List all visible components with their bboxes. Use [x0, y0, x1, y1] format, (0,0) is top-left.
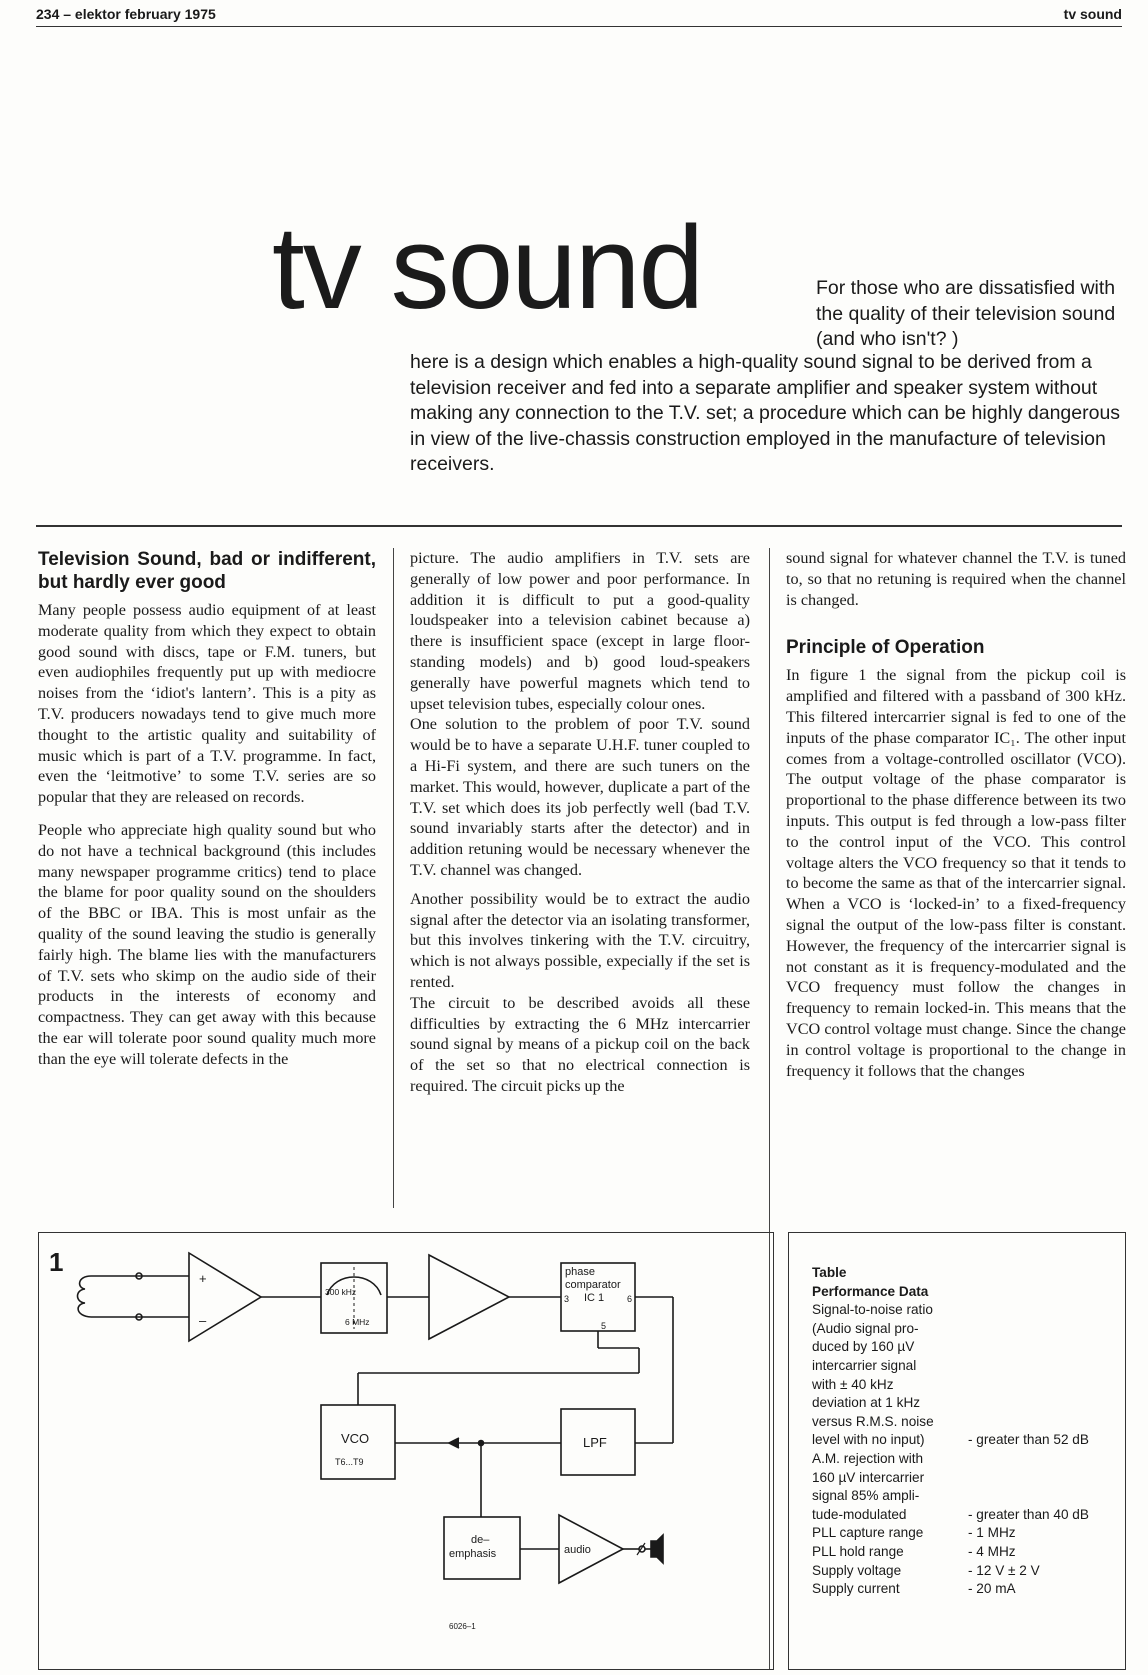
- pickup-coil-icon: [78, 1276, 92, 1317]
- paragraph: sound signal for whatever channel the T.V. is tuned to, so that no retuning is required when the channel is changed.: [786, 549, 1126, 609]
- table-row: [812, 1580, 1112, 1599]
- table-row: [812, 1506, 1112, 1525]
- lpf-label: LPF: [583, 1435, 607, 1450]
- section-heading-television-sound: Television Sound, bad or indifferent, but hardly ever good: [38, 549, 376, 593]
- pin-6-label: 6: [627, 1294, 633, 1304]
- phase-comparator-label-3: IC 1: [584, 1292, 605, 1304]
- paragraph: In figure 1 the signal from the pickup coil is amplified and filtered with a passband of 300 kHz. This filtered intercarrier signal is fed to one of the inputs of the phase comparator IC₁. The other input comes from a voltage-controlled oscillator (VCO). The output voltage of the phase comparator is proportional to the phase difference between its two inputs. This output is fed through a low-pass filter to the control input of the VCO. This control voltage alters the VCO frequency so that it tends to to become the same as that of the intercarrier signal. When a VCO is ‘locked-in’ to a fixed-frequency signal the output of the low-pass filter is constant. However, the frequency of the intercarrier signal is not constant as it is frequency-modulated and the VCO frequency must follow the changes in frequency to remain locked-in. This means that the VCO control voltage must change. Since the change in control voltage is proportional to the change in frequency it follows that the changes: [786, 666, 1126, 1080]
- minus-label: –: [199, 1313, 207, 1328]
- table-value: - 1 MHz: [968, 1525, 1016, 1541]
- section-divider: [36, 525, 1122, 527]
- plus-label: +: [199, 1271, 207, 1286]
- figure-1-box: [38, 1232, 774, 1670]
- filter-center-label: 6 MHz: [345, 1317, 370, 1327]
- header-divider: [36, 26, 1122, 27]
- lead-intro-main: here is a design which enables a high-quality sound signal to be derived from a television receiver and fed into a separate amplifier and speaker system without making any connection to the T.V. set; a procedure which can be highly dangerous in view of the live-chassis construction employed in the manufacture of television receivers.: [410, 351, 1121, 475]
- deemphasis-label-1: de–: [471, 1534, 490, 1546]
- table-key: PLL hold range: [812, 1543, 904, 1559]
- performance-table: [812, 1264, 1112, 1599]
- column-divider: [393, 548, 394, 1208]
- page-header-right: tv sound: [1063, 6, 1122, 22]
- lead-intro-side: For those who are dissatisfied with the quality of their television sound (and who isn't? ): [816, 277, 1116, 350]
- figure-number: 1: [49, 1247, 64, 1277]
- figure-code: 6026–1: [449, 1622, 476, 1631]
- section-heading-principle: Principle of Operation: [786, 637, 985, 659]
- paragraph: One solution to the problem of poor T.V. sound would be to have a separate U.H.F. tuner coupled to a Hi-Fi system, and there are such tuners on the market. This would, however, duplicate a part of the T.V. set which does its job perfectly well (bad T.V. sound invariably starts after the detector) and in addition retuning would be necessary whenever the T.V. channel was changed.: [410, 715, 750, 879]
- snr-value: - greater than 52 dB: [968, 1432, 1089, 1448]
- column-2: [410, 548, 750, 1097]
- table-row: [812, 1431, 1112, 1450]
- am-rejection-value: - greater than 40 dB: [968, 1506, 1089, 1522]
- vco-transistor-label: T6...T9: [335, 1457, 364, 1467]
- table-row: [812, 1524, 1112, 1543]
- column-3: [786, 548, 1126, 1081]
- paragraph: Another possibility would be to extract the audio signal after the detector via an isolating transformer, but this involves tinkering with the T.V. circuitry, which is not always possible, expecially if the set is rented.: [410, 889, 750, 991]
- table-key: PLL capture range: [812, 1525, 924, 1541]
- limiter-amplifier-icon: [429, 1255, 509, 1339]
- phase-comparator-label-2: comparator: [565, 1279, 621, 1291]
- filter-bandwidth-label: 300 kHz: [325, 1287, 357, 1297]
- pin-3-label: 3: [564, 1294, 570, 1304]
- table-value: - 20 mA: [968, 1581, 1016, 1597]
- snr-description: Signal-to-noise ratio (Audio signal pro- duced by 160 µV intercarrier signal with ± 40 kHz deviation at 1 kHz versus R.M.S. noise: [812, 1302, 934, 1429]
- table-key: Supply current: [812, 1581, 900, 1597]
- table-title: Table: [812, 1265, 847, 1280]
- paragraph: The circuit to be described avoids all these difficulties by extracting the 6 MHz intercarrier sound signal by means of a pickup coil on the back of the set so that no electrical connection is required. The circuit picks up the: [410, 993, 750, 1095]
- page-header-left: 234 – elektor february 1975: [36, 6, 216, 22]
- vco-label: VCO: [341, 1431, 370, 1446]
- table-value: - 4 MHz: [968, 1543, 1016, 1559]
- column-1: [38, 548, 376, 1070]
- audio-label: audio: [564, 1544, 591, 1556]
- table-row: [812, 1543, 1112, 1562]
- am-rejection-description: A.M. rejection with 160 µV intercarrier signal 85% ampli-: [812, 1450, 925, 1504]
- article-title: tv sound: [272, 202, 703, 334]
- paragraph: Many people possess audio equipment of at least moderate quality from which they expect to obtain good sound with discs, tape or F.M. tuners, but even audiophiles frequently put up with mediocre noises from the ‘idiot's lantern’. This is a pity as T.V. producers nowadays tend to give much more thought to the artistic quality and suitability of music which is part of a T.V. programme. In fact, even the ‘leitmotive’ to some T.V. series are so popular that they are released on records.: [38, 601, 376, 807]
- snr-description-last: level with no input): [812, 1432, 925, 1448]
- speaker-icon: [651, 1535, 663, 1563]
- table-subtitle: Performance Data: [812, 1283, 929, 1299]
- deemphasis-label-2: emphasis: [449, 1548, 497, 1560]
- paragraph: picture. The audio amplifiers in T.V. sets are generally of low power and poor performance. In addition it is difficult to put a good-quality loudspeaker into a television cabinet because a) there is insufficient space (except in large floor-standing models) and b) good loud-speakers generally have powerful magnets which tend to upset television tubes, especially colour ones.: [410, 549, 750, 713]
- table-row: [812, 1562, 1112, 1581]
- am-rejection-last: tude-modulated: [812, 1506, 907, 1522]
- table-key: Supply voltage: [812, 1562, 902, 1578]
- block-diagram: [39, 1233, 772, 1668]
- table-value: - 12 V ± 2 V: [968, 1562, 1040, 1578]
- phase-comparator-label-1: phase: [565, 1266, 595, 1278]
- pin-5-label: 5: [601, 1321, 607, 1331]
- paragraph: People who appreciate high quality sound but who do not have a technical background (this includes many newspaper programme critics) tend to place the blame for poor quality sound on the shoulders of the BBC or IBA. This is most unfair as the quality of the sound leaving the studio is generally fairly high. The blame lies with the manufacturers of T.V. sets who skimp on the audio side of their products in the interests of economy and compactness. They can get away with this because the ear will tolerate poor sound quality much more than the eye will tolerate defects in the: [38, 820, 376, 1068]
